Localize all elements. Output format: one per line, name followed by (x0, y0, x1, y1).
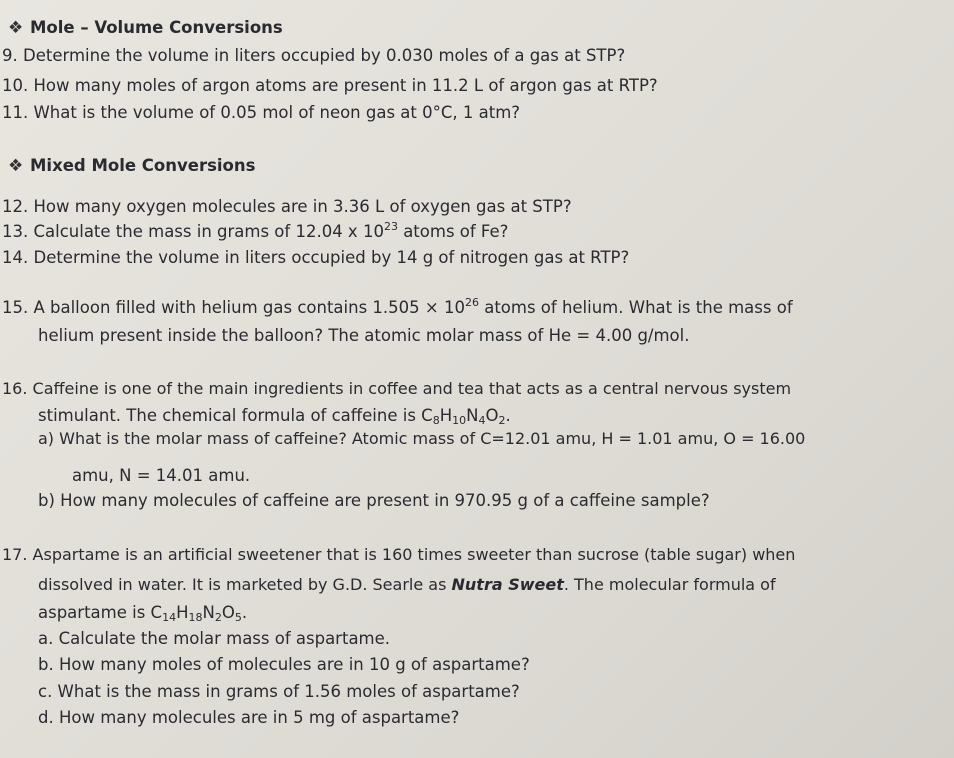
subscript: 2 (214, 611, 222, 624)
element: N (466, 406, 479, 425)
subscript: 18 (188, 611, 203, 624)
element: H (176, 603, 189, 622)
subscript: 8 (432, 414, 440, 427)
element: O (221, 603, 235, 622)
question-11-text: 11. What is the volume of 0.05 mol of neon gas at 0 (2, 103, 433, 122)
element: N (202, 603, 215, 622)
section-heading-mixed (8, 155, 255, 177)
question-17-line-3 (38, 602, 247, 624)
question-16-text: stimulant. The chemical formula of caffeine is C (38, 406, 433, 425)
question-16-line-2 (38, 405, 511, 427)
question-15-text-cont: atoms of helium. What is the mass of (478, 298, 793, 317)
period: . (241, 603, 248, 622)
section-title: Mole – Volume Conversions (30, 18, 283, 37)
question-9: 9. Determine the volume in liters occupied by 0.030 moles of a gas at STP? (2, 46, 626, 65)
diamond-bullet-icon: ❖ (8, 18, 24, 38)
question-15-line-1 (2, 297, 793, 319)
question-13 (2, 221, 508, 243)
exponent: 23 (383, 220, 398, 233)
question-10: 10. How many moles of argon atoms are present in 11.2 L of argon gas at RTP? (2, 76, 658, 95)
question-15-text: 15. A balloon filled with helium gas contains 1.505 × 10 (2, 298, 465, 317)
element: O (485, 406, 499, 425)
question-11 (2, 102, 520, 124)
question-17-line-1: 17. Aspartame is an artificial sweetener that is 160 times sweeter than sucrose (table sugar) when (2, 545, 796, 564)
question-17-text-cont: . The molecular formula of (563, 575, 776, 594)
section-title: Mixed Mole Conversions (30, 156, 256, 175)
period: . (505, 406, 511, 425)
question-17-line-2 (38, 574, 776, 596)
question-14: 14. Determine the volume in liters occupied by 14 g of nitrogen gas at RTP? (2, 248, 630, 267)
brand-name: Nutra Sweet (451, 575, 564, 594)
question-17b: b. How many moles of molecules are in 10 g of aspartame? (38, 655, 530, 674)
subscript: 2 (498, 414, 506, 427)
subscript: 10 (452, 414, 467, 427)
question-17a: a. Calculate the molar mass of aspartame. (38, 629, 391, 648)
diamond-bullet-icon: ❖ (8, 156, 24, 176)
question-15-line-2: helium present inside the balloon? The atomic molar mass of He = 4.00 g/mol. (38, 326, 690, 345)
exponent: 26 (464, 296, 479, 309)
question-17d: d. How many molecules are in 5 mg of aspartame? (38, 708, 460, 727)
question-17c: c. What is the mass in grams of 1.56 moles of aspartame? (38, 682, 520, 701)
question-13-end: atoms of Fe? (397, 222, 509, 241)
question-11-end: °C, 1 atm? (432, 103, 521, 122)
section-heading-mole-volume (8, 17, 283, 39)
question-16b: b) How many molecules of caffeine are present in 970.95 g of a caffeine sample? (38, 491, 710, 510)
question-17-text: aspartame is C (38, 603, 163, 622)
subscript: 5 (234, 611, 242, 624)
question-13-text: 13. Calculate the mass in grams of 12.04 x 10 (2, 222, 384, 241)
question-16a-line-1: a) What is the molar mass of caffeine? Atomic mass of C=12.01 amu, H = 1.01 amu, O = 16.00 (38, 429, 806, 448)
question-16a-line-2: amu, N = 14.01 amu. (72, 466, 251, 485)
question-16-line-1: 16. Caffeine is one of the main ingredients in coffee and tea that acts as a central nervous system (2, 379, 792, 398)
subscript: 14 (162, 611, 177, 624)
question-12: 12. How many oxygen molecules are in 3.36 L of oxygen gas at STP? (2, 197, 572, 216)
element: H (439, 406, 453, 425)
question-17-text: dissolved in water. It is marketed by G.D. Searle as (38, 575, 452, 594)
subscript: 4 (478, 414, 486, 427)
